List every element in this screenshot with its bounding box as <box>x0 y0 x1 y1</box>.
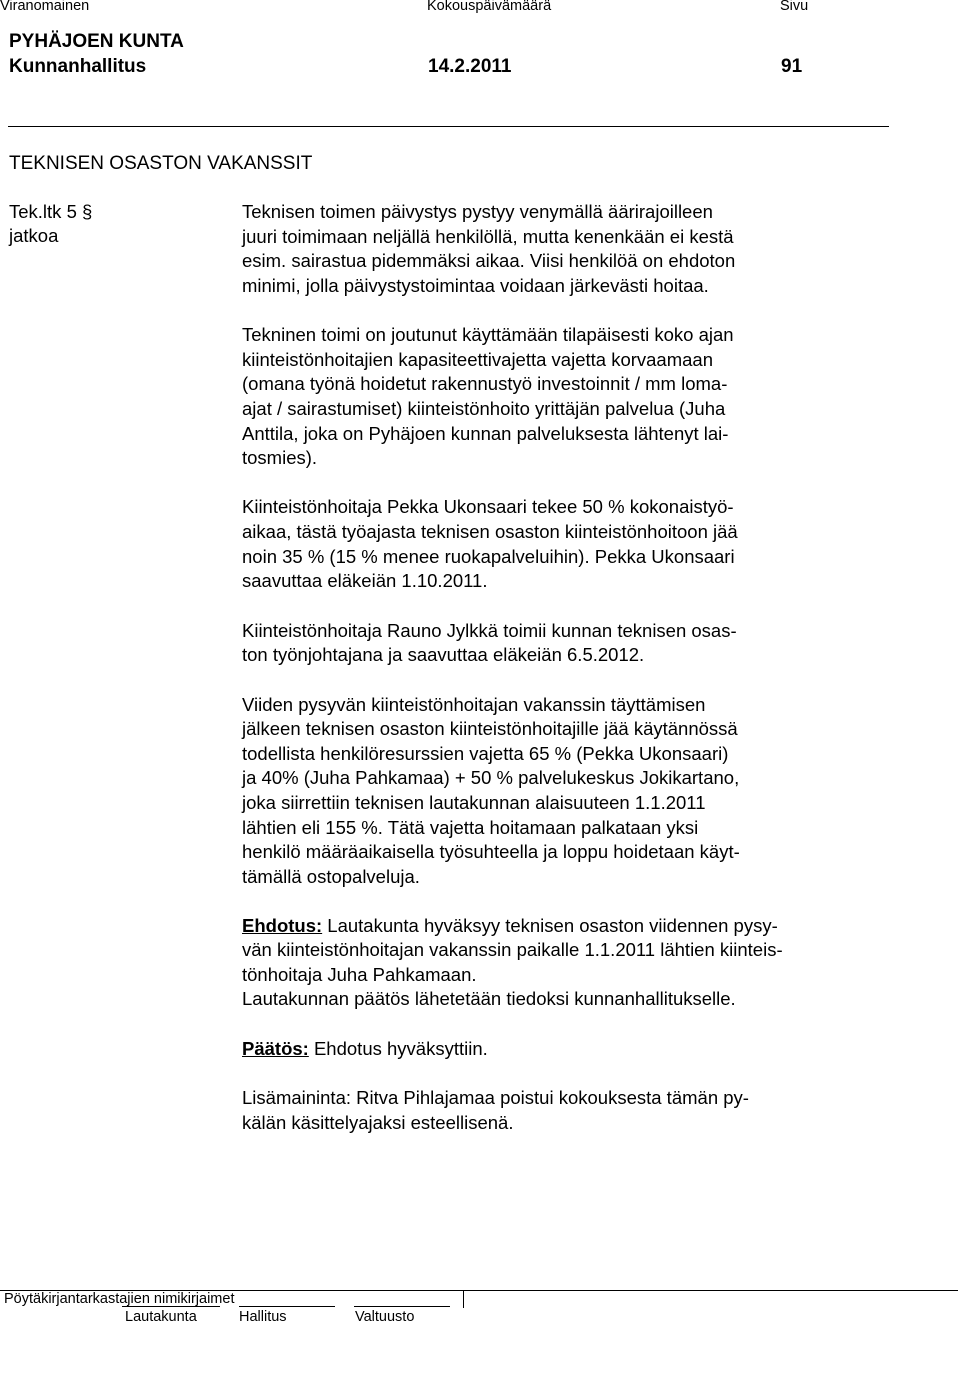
side-reference-continued: jatkoa <box>9 225 59 246</box>
header-authority-label: Viranomainen <box>0 0 90 14</box>
text-line: todellista henkilöresurssien vajetta 65 % (Pekka Ukonsaari) <box>242 743 729 764</box>
footer-rule <box>122 1306 220 1307</box>
meeting-date: 14.2.2011 <box>428 56 512 77</box>
side-reference: Tek.ltk 5 § <box>9 201 93 222</box>
footer-hallitus: Hallitus <box>239 1309 287 1325</box>
decision-text: Ehdotus hyväksyttiin. <box>308 1038 488 1059</box>
text-line: Kiinteistönhoitaja Pekka Ukonsaari tekee 50 % kokonaistyö- <box>242 496 734 517</box>
header-divider <box>8 126 889 127</box>
page-number: 91 <box>781 56 803 77</box>
text-line: Lisämaininta: Ritva Pihlajamaa poistui kokouksesta tämän py- <box>242 1087 749 1108</box>
text-line: Tekninen toimi on joutunut käyttämään tilapäisesti koko ajan <box>242 324 734 345</box>
text-line: tämällä ostopalveluja. <box>242 866 420 887</box>
text-line: esim. sairastua pidemmäksi aikaa. Viisi henkilöä on ehdoton <box>242 250 736 271</box>
text-line: vän kiinteistönhoitajan vakanssin paikalle 1.1.2011 lähtien kiinteis- <box>242 939 783 960</box>
organization-name: PYHÄJOEN KUNTA <box>9 31 184 52</box>
text-line: aikaa, tästä työajasta teknisen osaston kiinteistönhoitoon jää <box>242 521 738 542</box>
text-line: ja 40% (Juha Pahkamaa) + 50 % palvelukeskus Jokikartano, <box>242 767 740 788</box>
footer-valtuusto: Valtuusto <box>355 1309 415 1325</box>
text-line: Anttila, joka on Pyhäjoen kunnan palveluksesta lähtenyt lai- <box>242 423 729 444</box>
signatures-label: Pöytäkirjantarkastajien nimikirjaimet <box>4 1291 235 1307</box>
footer-divider <box>463 1290 464 1308</box>
proposal-first-line <box>242 915 778 937</box>
header-page-label: Sivu <box>780 0 809 14</box>
proposal-label: Ehdotus: <box>242 915 323 936</box>
text-line: tönhoitaja Juha Pahkamaan. <box>242 964 477 985</box>
section-title: TEKNISEN OSASTON VAKANSSIT <box>9 153 313 174</box>
text-line: juuri toimimaan neljällä henkilöllä, mutta kenenkään ei kestä <box>242 226 734 247</box>
proposal-text: Lautakunta hyväksyy teknisen osaston viidennen pysy- <box>322 915 778 936</box>
text-line: ajat / sairastumiset) kiinteistönhoito yrittäjän palvelua (Juha <box>242 398 726 419</box>
text-line: lähtien eli 155 %. Tätä vajetta hoitamaan palkataan yksi <box>242 817 699 838</box>
text-line: kiinteistönhoitajien kapasiteettivajetta vajetta korvaamaan <box>242 349 714 370</box>
decision-label: Päätös: <box>242 1038 309 1059</box>
text-line: Teknisen toimen päivystys pystyy venymällä äärirajoilleen <box>242 201 713 222</box>
text-line: jälkeen teknisen osaston kiinteistönhoitajille jää käytännössä <box>242 718 738 739</box>
text-line: joka siirrettiin teknisen lautakunnan alaisuuteen 1.1.2011 <box>242 792 706 813</box>
authority-name: Kunnanhallitus <box>9 56 147 77</box>
text-line: (omana työnä hoidetut rakennustyö investoinnit / mm loma- <box>242 373 728 394</box>
text-line: saavuttaa eläkeiän 1.10.2011. <box>242 570 488 591</box>
text-line: Viiden pysyvän kiinteistönhoitajan vakanssin täyttämisen <box>242 694 706 715</box>
text-line: Lautakunnan päätös lähetetään tiedoksi kunnanhallitukselle. <box>242 988 736 1009</box>
text-line: noin 35 % (15 % menee ruokapalveluihin). Pekka Ukonsaari <box>242 546 735 567</box>
decision <box>242 1038 488 1060</box>
text-line: ton työnjohtajana ja saavuttaa eläkeiän 6.5.2012. <box>242 644 645 665</box>
text-line: henkilö määräaikaisella työsuhteella ja loppu hoidetaan käyt- <box>242 841 740 862</box>
footer-lautakunta: Lautakunta <box>125 1309 197 1325</box>
footer-rule <box>354 1306 450 1307</box>
text-line: minimi, jolla päivystystoimintaa voidaan järkevästi hoitaa. <box>242 275 709 296</box>
text-line: kälän käsittelyajaksi esteellisenä. <box>242 1112 514 1133</box>
text-line: tosmies). <box>242 447 318 468</box>
header-date-label: Kokouspäivämäärä <box>427 0 552 14</box>
text-line: Kiinteistönhoitaja Rauno Jylkkä toimii kunnan teknisen osas- <box>242 620 737 641</box>
footer-rule <box>239 1306 335 1307</box>
